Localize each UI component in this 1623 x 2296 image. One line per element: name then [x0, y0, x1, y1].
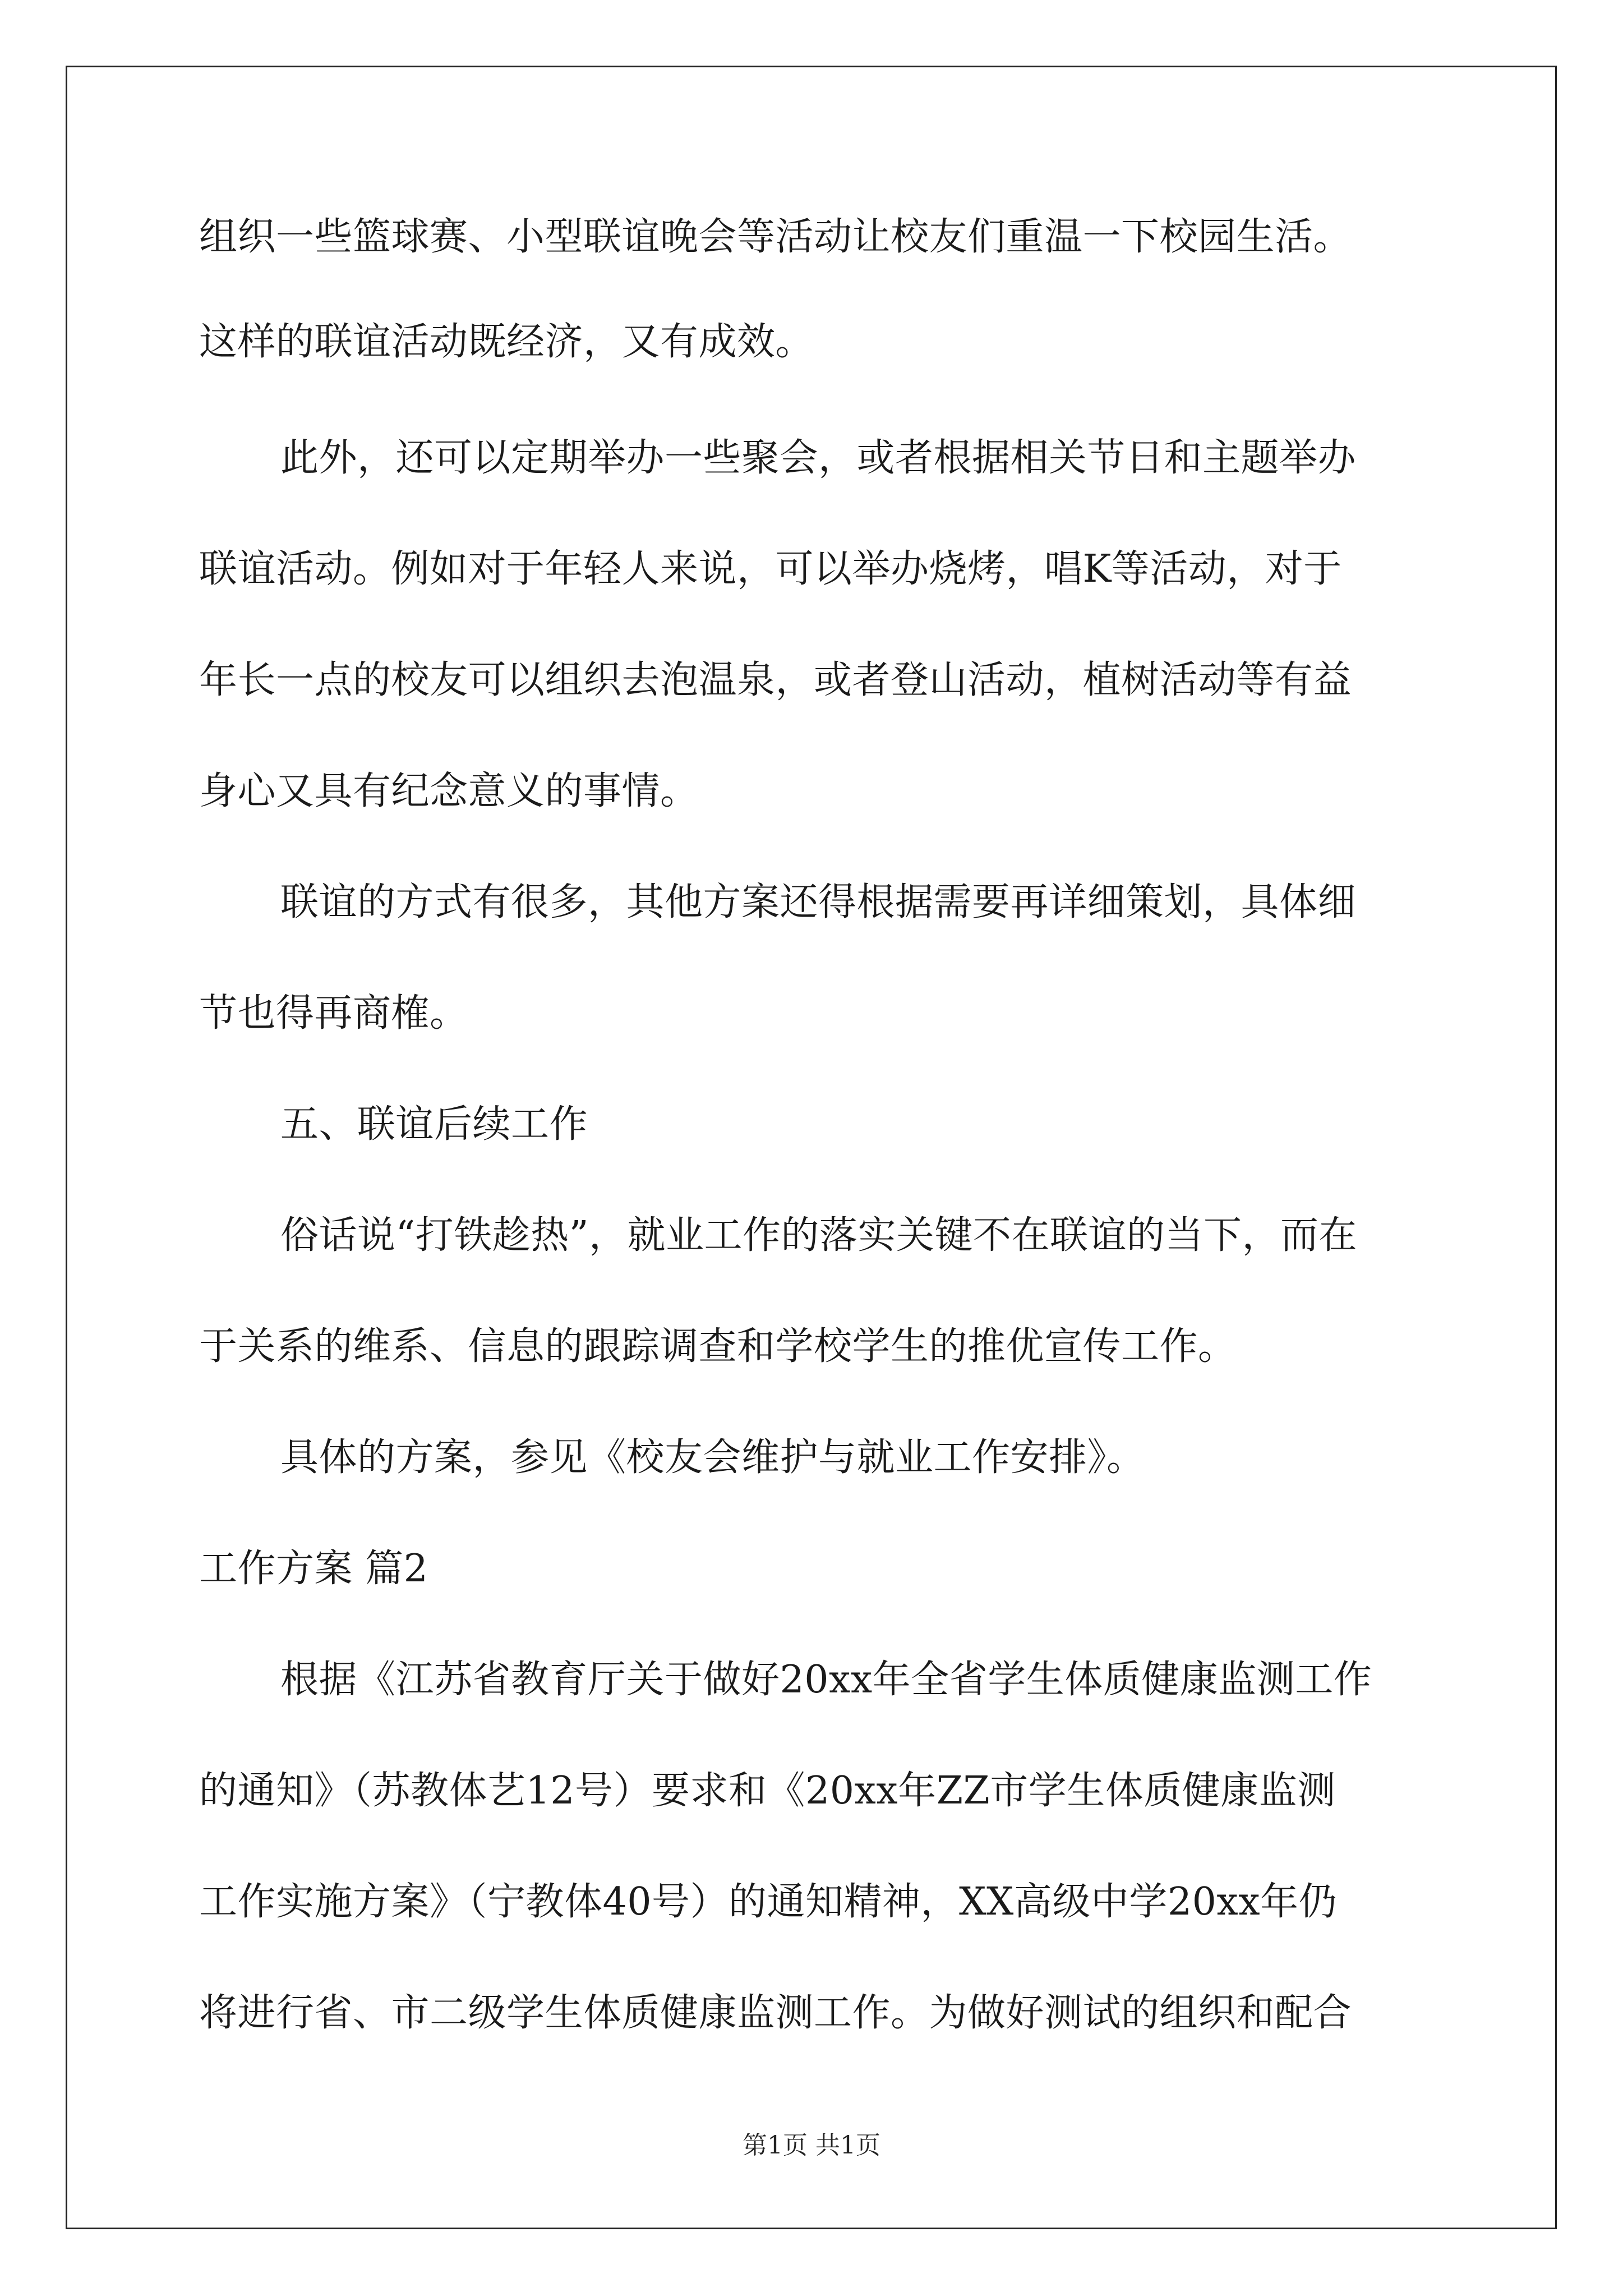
text-line: 组织一些篮球赛、小型联谊晚会等活动让校友们重温一下校园生活。	[199, 215, 1352, 259]
paragraph-line: 俗话说“打铁趁热”，就业工作的落实关键不在联谊的当下，而在	[280, 1213, 1358, 1258]
text-line: 于关系的维系、信息的跟踪调查和学校学生的推优宣传工作。	[199, 1324, 1237, 1369]
text-line: 这样的联谊活动既经济，又有成效。	[199, 320, 814, 364]
paragraph-line: 此外，还可以定期举办一些聚会，或者根据相关节日和主题举办	[280, 436, 1357, 480]
page-footer: 第1页 共1页	[743, 2131, 880, 2160]
text-line: 的通知》（苏教体艺12号）要求和《20xx年ZZ市学生体质健康监测	[199, 1769, 1336, 1813]
text-line: 联谊活动。例如对于年轻人来说，可以举办烧烤，唱K等活动，对于	[199, 547, 1342, 591]
paragraph-line: 根据《江苏省教育厅关于做好20xx年全省学生体质健康监测工作	[280, 1658, 1372, 1702]
text-line: 年长一点的校友可以组织去泡温泉，或者登山活动，植树活动等有益	[199, 658, 1352, 702]
paragraph-line: 具体的方案，参见《校友会维护与就业工作安排》。	[280, 1435, 1145, 1480]
section-heading: 五、联谊后续工作	[280, 1102, 588, 1147]
text-line: 将进行省、市二级学生体质健康监测工作。为做好测试的组织和配合	[199, 1991, 1352, 2035]
text-line: 工作实施方案》（宁教体40号）的通知精神，XX高级中学20xx年仍	[199, 1880, 1338, 1924]
section-title: 工作方案 篇2	[199, 1547, 428, 1591]
text-line: 节也得再商榷。	[199, 991, 468, 1036]
text-line: 身心又具有纪念意义的事情。	[199, 769, 699, 813]
paragraph-line: 联谊的方式有很多，其他方案还得根据需要再详细策划，具体细	[280, 880, 1357, 924]
